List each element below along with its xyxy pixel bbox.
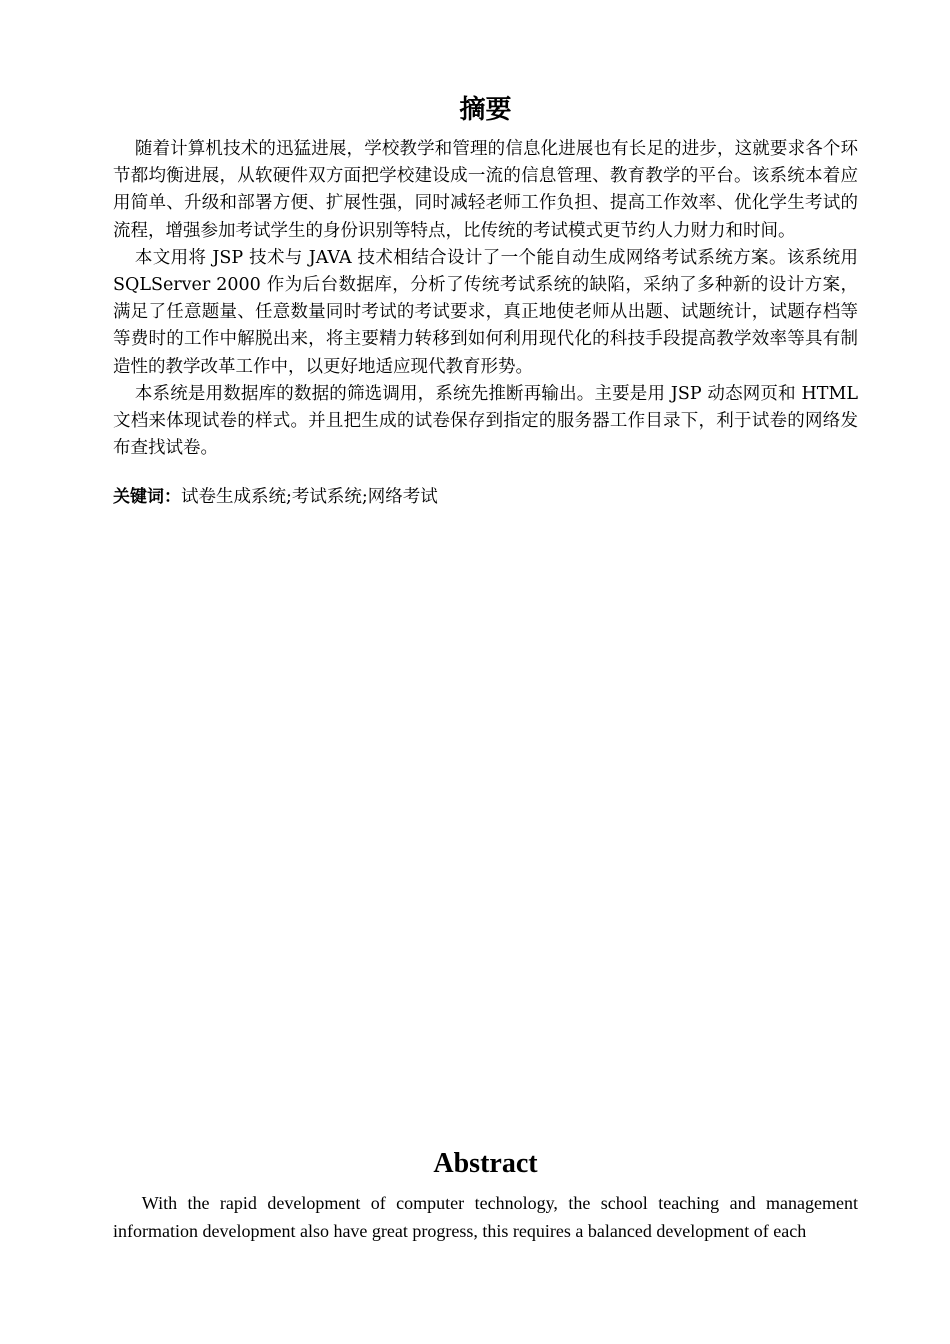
english-abstract-section [113, 1144, 858, 1245]
keywords-line [113, 484, 858, 511]
chinese-abstract-section [113, 88, 858, 511]
keywords-value: 试卷生成系统;考试系统;网络考试 [181, 487, 438, 508]
english-abstract-title: Abstract [433, 1148, 538, 1179]
keywords-label: 关键词： [113, 487, 181, 508]
english-abstract-paragraph: With the rapid development of computer technology, the school teaching and management information development also have great progress, this requires a balanced development of each [113, 1193, 858, 1241]
chinese-abstract-title: 摘要 [459, 95, 512, 125]
chinese-abstract-paragraph: 本文用将 JSP 技术与 JAVA 技术相结合设计了一个能自动生成网络考试系统方案。该系统用 SQLServer 2000 作为后台数据库，分析了传统考试系统的缺陷，采纳了多种新的设计方案，满足了任意题量、任意数量同时考试的考试要求，真正地使老师从出题、试题统计，试题存档等等费时的工作中解脱出来，将主要精力转移到如何利用现代化的科技手段提高教学效率等具有制造性的教学改革工作中，以更好地适应现代教育形势。 [113, 247, 858, 377]
chinese-abstract-paragraph: 本系统是用数据库的数据的筛选调用，系统先推断再输出。主要是用 JSP 动态网页和 HTML 文档来体现试卷的样式。并且把生成的试卷保存到指定的服务器工作目录下，利于试卷的网络发布查找试卷。 [113, 383, 858, 459]
chinese-abstract-paragraph: 随着计算机技术的迅猛进展，学校教学和管理的信息化进展也有长足的进步，这就要求各个环节都均衡进展，从软硬件双方面把学校建设成一流的信息管理、教育教学的平台。该系统本着应用简单、升级和部署方便、扩展性强，同时减轻老师工作负担、提高工作效率、优化学生考试的流程，增强参加考试学生的身份识别等特点，比传统的考试模式更节约人力财力和时间。 [113, 139, 858, 241]
